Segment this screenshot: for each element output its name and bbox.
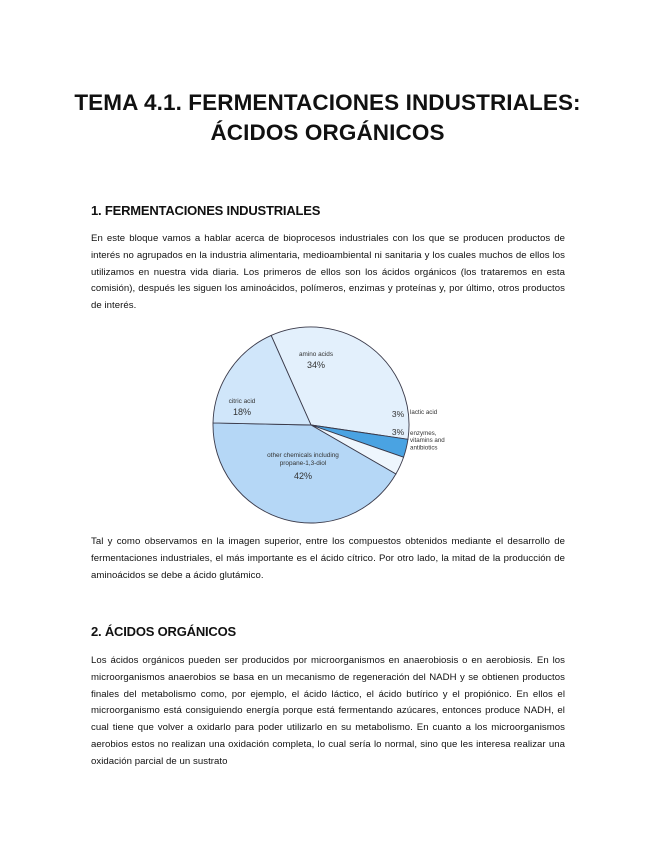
pie-chart: [190, 324, 470, 524]
pie-value-label: 3%: [391, 409, 405, 419]
pie-label: amino acids: [298, 351, 334, 358]
pie-label: vitamins and: [410, 437, 445, 445]
chart-commentary-paragraph: Tal y como observamos en la imagen superior, entre los compuestos obtenidos mediante el desarrollo de fermentaciones industriales, el más importante es el ácido cítrico. Por otro lado, la mitad de la producción de aminoácidos se debe a ácido glutámico.: [91, 536, 565, 581]
pie-value-label: 34%: [306, 360, 326, 370]
intro-paragraph: En este bloque vamos a hablar acerca de bioprocesos industriales con los que se producen productos de interés no agrupados en la industria alimentaria, medioambiental ni sanitaria y los cuales muchos de ellos los utilizamos en nuestra vida diaria. Los primeros de ellos son los ácidos orgánicos (los trataremos en esta comisión), después les siguen los aminoácidos, polímeros, enzimas y proteínas y, por último, otros productos de interés.: [91, 233, 565, 312]
acidos-organicos-paragraph: Los ácidos orgánicos pueden ser producidos por microorganismos en anaerobiosis o en aerobiosis. En los microorganismos anaerobios se basa en un mecanismo de regeneración del NADH y se obtienen productos finales del metabolismo como, por ejemplo, el ácido láctico, el ácido butírico y el propiónico. En ellos el microorganismo está consiguiendo energía porque está fermentando azúcares, entonces produce NADH, el cual tiene que volver a oxidarlo para poder utilizarlo en su metabolismo. En cuanto a los microorganismos aerobios estos no realizan una oxidación completa, lo cual sería lo normal, sino que les interesa realizar una oxidación parcial de un sustrato: [91, 655, 565, 767]
pie-value-label: 3%: [391, 427, 405, 437]
pie-label: citric acid: [228, 398, 256, 405]
section-heading-fermentaciones: 1. FERMENTACIONES INDUSTRIALES: [91, 203, 321, 218]
pie-label: lactic acid: [410, 409, 438, 416]
pie-value-label: 42%: [293, 471, 313, 481]
page-title: TEMA 4.1. FERMENTACIONES INDUSTRIALES: ÁCIDOS ORGÁNICOS: [74, 90, 581, 145]
pie-label: enzymes,: [410, 430, 437, 437]
pie-label: propane-1,3-diol: [279, 460, 327, 467]
pie-value-label: 18%: [232, 407, 252, 417]
pie-label: other chemicals including: [267, 452, 339, 459]
section-heading-acidos-organicos: 2. ÁCIDOS ORGÁNICOS: [91, 624, 236, 639]
pie-label: antibiotics: [410, 444, 438, 452]
